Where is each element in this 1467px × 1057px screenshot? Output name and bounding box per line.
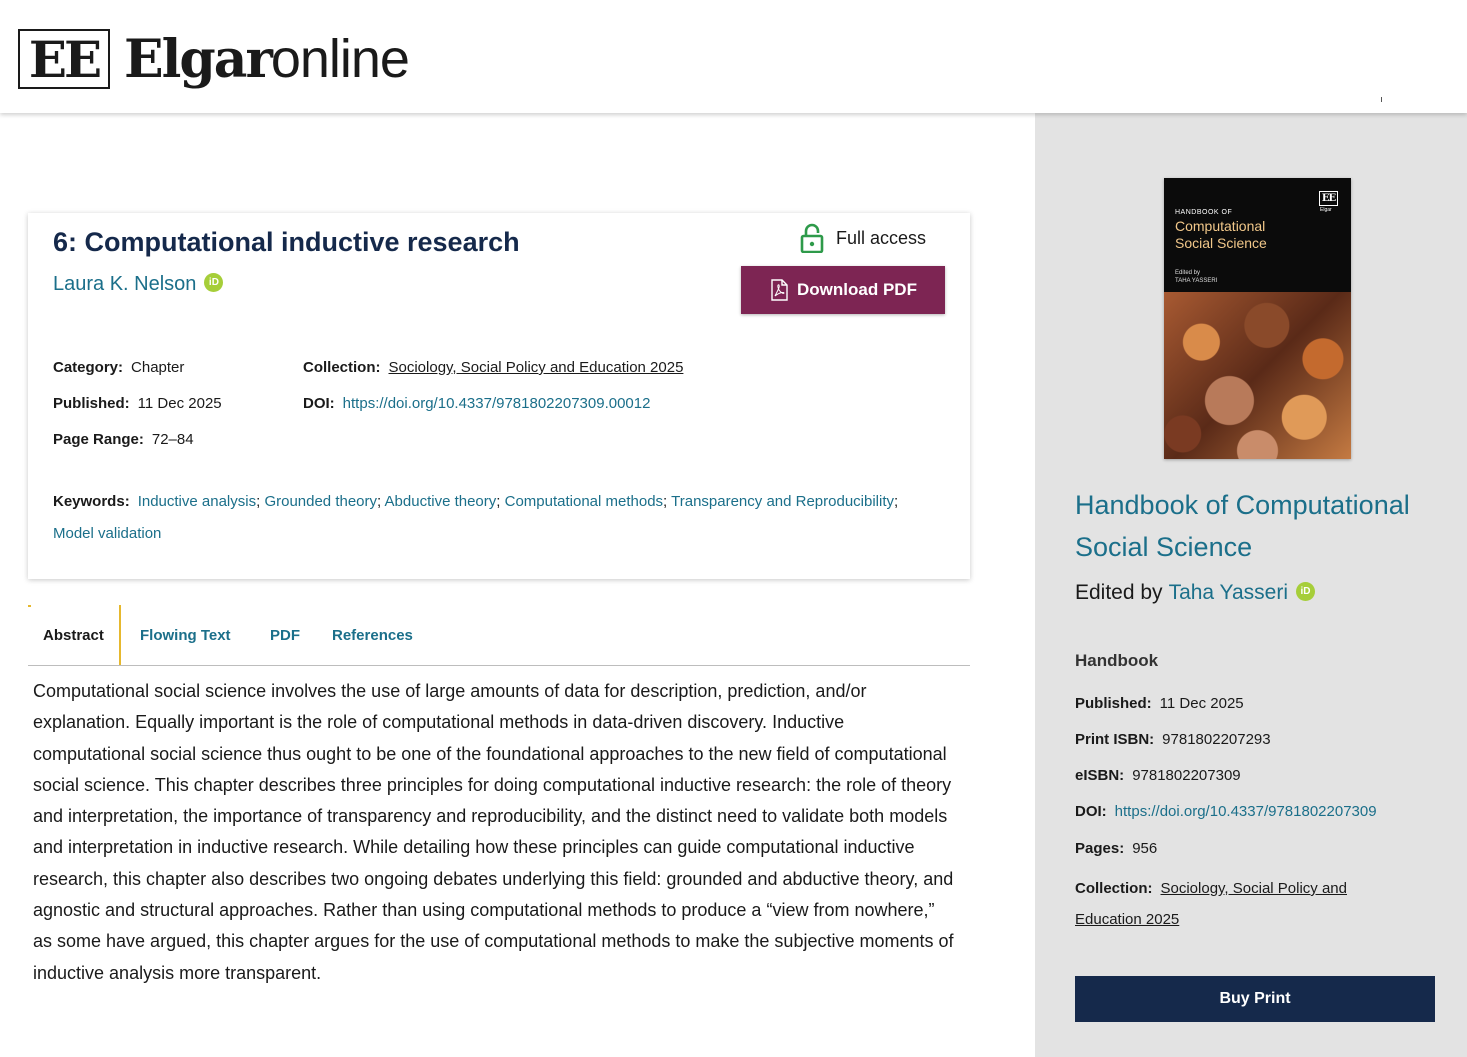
site-header [0, 0, 1467, 113]
book-collection-link[interactable]: Sociology, Social Policy and Education 2025 [1075, 880, 1347, 928]
category-row [53, 359, 184, 376]
cover-title-line: Computational [1175, 218, 1266, 234]
buy-print-button[interactable]: Buy Print [1075, 976, 1435, 1022]
book-type: Handbook [1075, 651, 1159, 670]
eisbn-label: eISBN: [1075, 767, 1125, 784]
cover-artwork [1164, 292, 1351, 459]
pages-value: 956 [1132, 840, 1158, 857]
cover-editor-line: Edited by [1175, 270, 1201, 276]
published-label: Published: [53, 395, 130, 412]
book-collection-row [1075, 873, 1405, 935]
collection-label: Collection: [303, 359, 381, 376]
keywords-row: Keywords: Inductive analysis; Grounded theory; Abductive theory; Computational methods; Transparency and Reproducibility; Model validation [53, 493, 899, 542]
logo-ee-mark: EE [18, 29, 110, 89]
author-line [53, 273, 223, 296]
content-tabs [28, 605, 970, 666]
abstract-text: Computational social science involves the use of large amounts of data for description, prediction, and/or explanation. Equally important is the role of computational methods in data-driven discovery. Inductive computational social science thus ought to be one of the foundational approaches to the new field of computational social science. This chapter describes three principles for doing computational inductive research: the role of theory and interpretation, the importance of transparency and reproducibility, and the distinct need to validate both models and interpretation in inductive research. While detailing how these principles can guide computational inductive research, this chapter also describes two ongoing debates underlying this field: grounded and abductive theory, and agnostic and structural approaches. Rather than using computational methods to produce a “view from nowhere,” as some have argued, this chapter argues for the use of computational methods to make the subjective moments of inductive analysis more transparent. [33, 681, 954, 983]
cover-ee-logo: EE [1319, 191, 1338, 206]
pages-label: Pages: [1075, 840, 1125, 857]
print-isbn-value: 9781802207293 [1162, 731, 1271, 748]
download-pdf-button[interactable] [741, 266, 945, 314]
orcid-icon[interactable]: iD [204, 273, 223, 292]
download-pdf-label: Download PDF [797, 280, 917, 299]
edited-by-line [1075, 581, 1315, 605]
header-divider [1381, 97, 1382, 102]
book-collection-label: Collection: [1075, 880, 1153, 897]
page-range-row [53, 431, 194, 448]
cover-editor-line: TAHA YASSERI [1175, 278, 1218, 284]
keywords-label: Keywords: [53, 493, 130, 510]
pages-row [1075, 840, 1157, 857]
logo-online-text: online [270, 29, 409, 89]
print-isbn-row [1075, 731, 1271, 748]
author-link[interactable]: Laura K. Nelson [53, 273, 197, 295]
access-label: Full access [836, 227, 927, 248]
collection-link[interactable]: Sociology, Social Policy and Education 2025 [388, 359, 684, 376]
cover-small-text: HANDBOOK OF [1175, 209, 1233, 216]
pdf-file-icon [769, 279, 789, 301]
tab-abstract[interactable]: Abstract [28, 605, 121, 665]
book-published-label: Published: [1075, 695, 1152, 712]
page-range-label: Page Range: [53, 431, 144, 448]
cover-title [1175, 218, 1267, 252]
keyword-link[interactable]: Grounded theory [264, 493, 378, 510]
book-doi-label: DOI: [1075, 803, 1107, 820]
book-doi-row [1075, 803, 1377, 820]
tab-references[interactable]: References [332, 626, 413, 644]
book-published-row [1075, 695, 1244, 712]
elgaronline-logo[interactable] [18, 28, 409, 90]
page-range-value: 72–84 [151, 431, 194, 448]
doi-row [303, 395, 650, 412]
keyword-link[interactable]: Computational methods [504, 493, 664, 510]
book-title-link[interactable]: Handbook of Computational Social Science [1075, 490, 1410, 562]
tab-pdf[interactable]: PDF [270, 626, 300, 644]
doi-label: DOI: [303, 395, 335, 412]
logo-wordmark [124, 28, 409, 90]
eisbn-row [1075, 767, 1241, 784]
keyword-link[interactable]: Transparency and Reproducibility [671, 493, 895, 510]
keyword-link[interactable]: Inductive analysis [137, 493, 257, 510]
category-label: Category: [53, 359, 124, 376]
keyword-link[interactable]: Abductive theory [384, 493, 497, 510]
book-sidebar [1035, 113, 1467, 1057]
orcid-icon[interactable]: iD [1296, 582, 1315, 601]
chapter-title: 6: Computational inductive research [53, 227, 520, 257]
collection-row [303, 359, 683, 376]
editor-link[interactable]: Taha Yasseri [1168, 581, 1289, 604]
cover-title-line: Social Science [1175, 235, 1267, 251]
edited-by-label: Edited by [1075, 581, 1163, 604]
doi-link[interactable]: https://doi.org/10.4337/9781802207309.00012 [342, 395, 651, 412]
book-cover-image[interactable] [1164, 178, 1351, 459]
published-value: 11 Dec 2025 [137, 395, 222, 412]
category-value: Chapter [131, 359, 185, 376]
keyword-link[interactable]: Model validation [53, 525, 162, 542]
cover-editor [1175, 269, 1217, 285]
print-isbn-label: Print ISBN: [1075, 731, 1155, 748]
book-doi-link[interactable]: https://doi.org/10.4337/9781802207309 [1114, 803, 1377, 820]
book-published-value: 11 Dec 2025 [1159, 695, 1244, 712]
tab-flowing-text[interactable]: Flowing Text [140, 626, 231, 644]
eisbn-value: 9781802207309 [1132, 767, 1241, 784]
logo-elgar-text: Elgar [124, 29, 271, 90]
access-status [800, 223, 926, 253]
unlock-icon [800, 223, 824, 253]
chapter-info-card [28, 213, 970, 579]
cover-elgar-text: Elgar [1320, 207, 1332, 213]
published-row [53, 395, 222, 412]
